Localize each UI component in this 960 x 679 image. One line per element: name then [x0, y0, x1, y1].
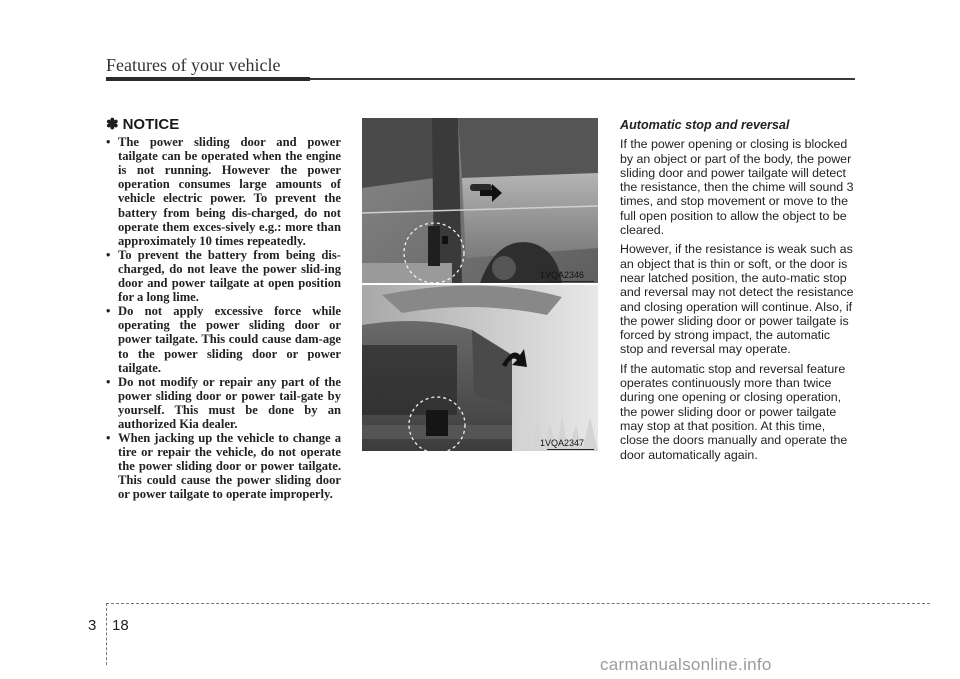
- notice-item: • Do not apply excessive force while operating the power sliding door or power tailgate. This could cause dam-age to the power sliding door or power tailgate.: [106, 304, 341, 374]
- auto-stop-paragraph: However, if the resistance is weak such as an object that is thin or soft, or the door is near latched position, the auto-matic stop and reversal may not detect the resistance and closing operation will continue. Also, if the power sliding door or power tailgate is forced by strong impact, the automatic stop and reversal may operate.: [620, 242, 854, 357]
- watermark: carmanualsonline.info: [600, 655, 772, 674]
- figure-code-rule: [547, 281, 594, 282]
- notice-item: • Do not modify or repair any part of the power sliding door or power tail-gate by yourself. This must be done by an authorized Kia dealer.: [106, 375, 341, 431]
- footer-vertical-rule: [106, 603, 107, 665]
- figure-code-rule: [547, 449, 594, 450]
- notice-heading: [106, 118, 341, 132]
- tailgate-illustration: [362, 285, 598, 451]
- figure-code: 1VQA2347: [539, 438, 584, 448]
- notice-item: • The power sliding door and power tailgate can be operated when the engine is not running. However the power operation consumes large amounts of vehicle electric power. To prevent the battery from being dis-charged, do not operate them exces-sively e.g.: more than approximately 10 times repeatedly.: [106, 135, 341, 248]
- sliding-door-illustration: [362, 118, 598, 283]
- section-title: Features of your vehicle: [106, 55, 281, 75]
- auto-stop-heading: Automatic stop and reversal: [620, 118, 790, 132]
- notice-box: [106, 118, 341, 502]
- notice-title: NOTICE: [122, 116, 180, 133]
- header-rule-thick: [106, 77, 310, 81]
- footer-rule: [106, 603, 930, 604]
- page-number: 18: [112, 617, 129, 634]
- notice-star-icon: ✽: [106, 116, 119, 133]
- header-rule-thin: [310, 78, 855, 80]
- figure-code: 1VQA2346: [539, 270, 584, 280]
- notice-item: • To prevent the battery from being dis-charged, do not leave the power slid-ing door and power tailgate at open position for a long lime.: [106, 248, 341, 304]
- auto-stop-paragraph: If the power opening or closing is blocked by an object or part of the body, the power sliding door and power tailgate will detect the resistance, then the chime will sound 3 times, and stop movement or move to the full open position to allow the object to be cleared.: [620, 137, 854, 238]
- auto-stop-paragraph: If the automatic stop and reversal feature operates continuously more than twice during one opening or closing operation, the power sliding door or power tailgate may stop at that position. At this time, close the doors manually and operate the door automatically again.: [620, 361, 848, 462]
- chapter-number: 3: [88, 617, 97, 634]
- tailgate-figure: [362, 285, 598, 451]
- notice-list: [106, 135, 341, 501]
- sliding-door-figure: [362, 118, 598, 283]
- notice-item: • When jacking up the vehicle to change a tire or repair the vehicle, do not operate the power sliding door or power tailgate. This could cause the power sliding door or power tailgate to operate improperly.: [106, 431, 341, 501]
- auto-stop-section: [620, 118, 855, 467]
